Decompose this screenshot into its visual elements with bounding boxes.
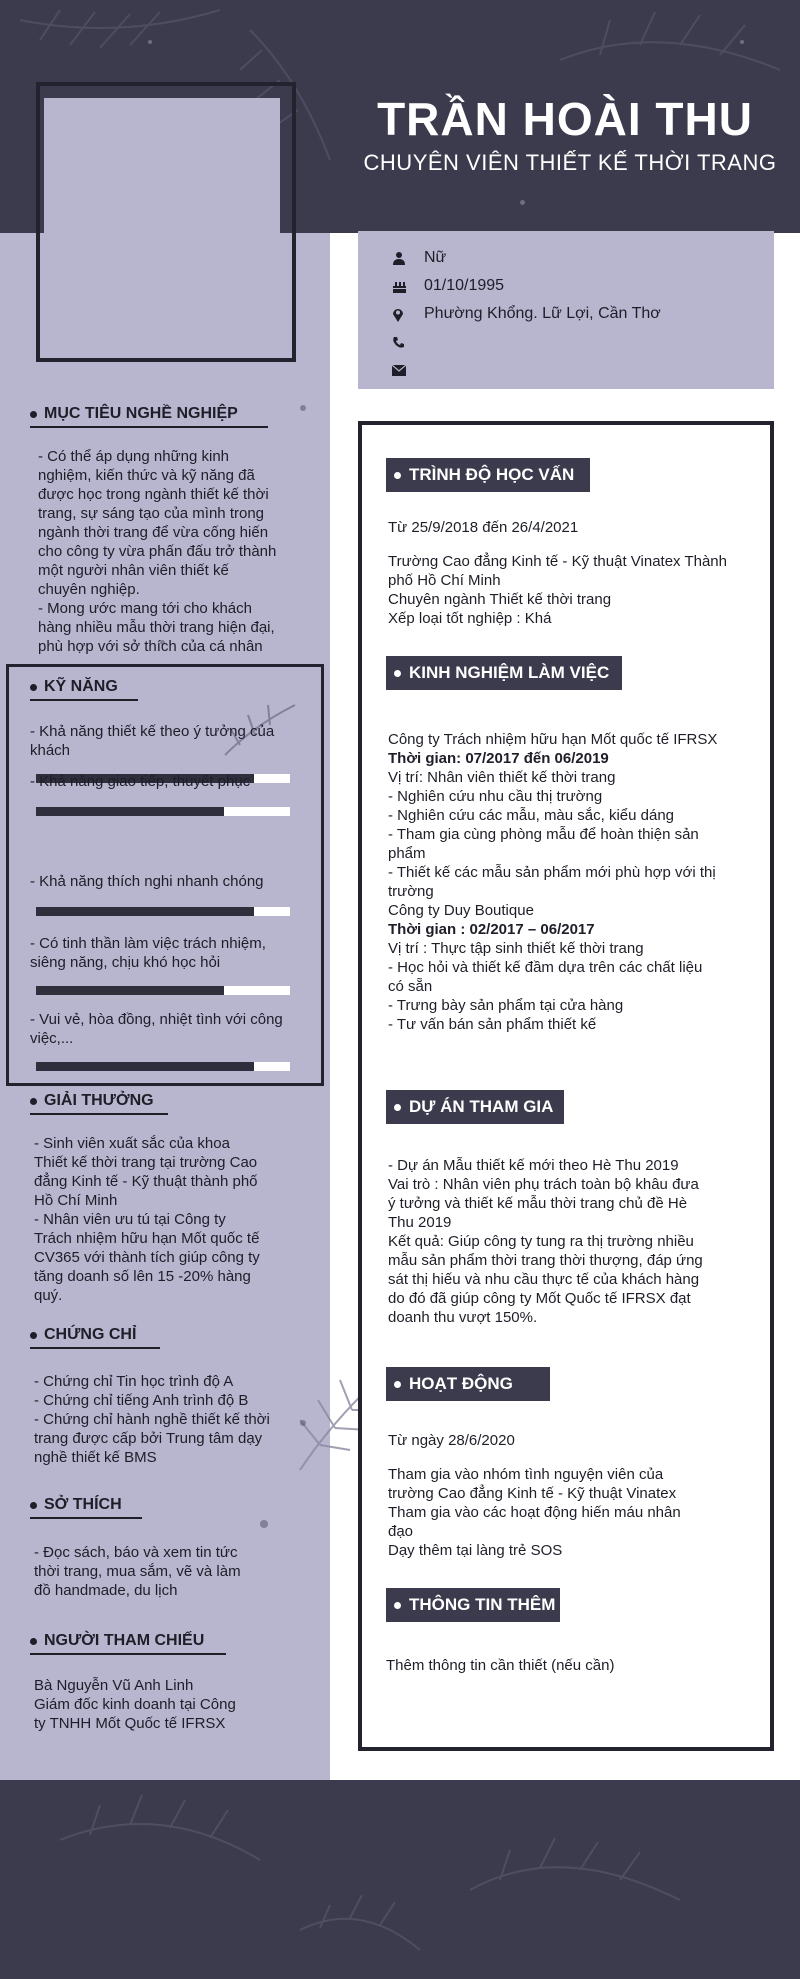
text-line: - Vui vẻ, hòa đồng, nhiệt tình với công [30, 1011, 283, 1028]
text-line: - Học hỏi và thiết kế đầm dựa trên các chất liệu [388, 959, 703, 976]
skill-level-bar [36, 986, 224, 995]
text-line: - Khả năng giao tiếp, thuyết phục [30, 773, 251, 790]
text-line: hàng nhiều mẫu thời trang hiện đại, [38, 619, 275, 636]
bullet-icon [30, 411, 37, 418]
email-icon [392, 365, 424, 376]
experience-time-1: Thời gian: 07/2017 đến 06/2019 [388, 750, 609, 767]
skill-label [30, 1010, 290, 1048]
skill-level-bar [36, 1062, 254, 1071]
text-line: trường [388, 883, 434, 900]
bullet-icon [30, 1098, 37, 1105]
skill-label [30, 772, 290, 791]
activities-text [388, 1465, 768, 1560]
contact-birthday [392, 272, 774, 300]
bullet-icon [394, 1104, 401, 1111]
heading-underline [30, 1347, 160, 1349]
text-line: Thêm thông tin cần thiết (nếu cần) [386, 1657, 615, 1674]
experience-text [388, 730, 768, 1034]
skill-item [30, 934, 290, 972]
section-skills-heading: KỸ NĂNG [30, 678, 118, 696]
experience-details-1 [388, 768, 768, 901]
text-line: - Mong ước mang tới cho khách [38, 600, 252, 617]
contact-phone [392, 328, 774, 356]
text-line: trang, sự sáng tạo của mình trong [38, 505, 265, 522]
section-extra-info-heading: THÔNG TIN THÊM [386, 1588, 560, 1622]
bullet-icon [30, 684, 37, 691]
section-hobbies-heading: SỞ THÍCH [30, 1496, 122, 1514]
text-line: Trách nhiệm hữu hạn Mốt quốc tế [34, 1230, 260, 1247]
section-career-goal-heading: MỤC TIÊU NGHỀ NGHIỆP [30, 405, 238, 423]
leaf-decoration-icon [0, 1780, 800, 1979]
references-text [34, 1676, 324, 1733]
bullet-icon [30, 1638, 37, 1645]
text-line: Hồ Chí Minh [34, 1192, 118, 1209]
text-line: - Chứng chỉ hành nghề thiết kế thời [34, 1411, 270, 1428]
text-line: - Tư vấn bán sản phẩm thiết kế [388, 1016, 597, 1033]
hobbies-text [34, 1543, 324, 1600]
heading-underline [30, 1113, 168, 1115]
location-pin-icon [392, 307, 424, 322]
section-awards-heading: GIẢI THƯỞNG [30, 1092, 154, 1110]
heading-underline [30, 1653, 226, 1655]
text-line: - Nghiên cứu các mẫu, màu sắc, kiểu dáng [388, 807, 675, 824]
gender-value[interactable]: Nữ [424, 249, 447, 266]
text-line: Xếp loại tốt nghiệp : Khá [388, 610, 552, 627]
contact-email [392, 356, 774, 384]
text-line: nghề thiết kế BMS [34, 1449, 157, 1466]
text-line: trang được cấp bởi Trung tâm dạy [34, 1430, 263, 1447]
contact-address [392, 300, 774, 328]
section-references-heading: NGƯỜI THAM CHIẾU [30, 1632, 204, 1650]
text-line: Trường Cao đẳng Kinh tế - Kỹ thuật Vinatex Thành [388, 553, 727, 570]
profile-photo-placeholder[interactable] [44, 98, 280, 344]
skill-label [30, 722, 290, 760]
section-certificates-heading: CHỨNG CHỈ [30, 1326, 136, 1344]
text-line: sát thị hiếu và nhu cầu thực tế của khách hàng [388, 1271, 700, 1288]
text-line: doanh thu vượt 150%. [388, 1309, 538, 1326]
text-line: - Trưng bày sản phẩm tại cửa hàng [388, 997, 624, 1014]
heading-underline [30, 699, 138, 701]
ink-speck [300, 405, 306, 411]
section-activities-heading: HOẠT ĐỘNG [386, 1367, 550, 1401]
text-line: chuyên nghiệp. [38, 581, 140, 598]
experience-company-2: Công ty Duy Boutique [388, 902, 534, 919]
candidate-job-title: CHUYÊN VIÊN THIẾT KẾ THỜI TRANG [363, 150, 777, 175]
text-line: - Nhân viên ưu tú tại Công ty [34, 1211, 226, 1228]
text-line: Giám đốc kinh doanh tại Công [34, 1696, 236, 1713]
skill-item [30, 772, 290, 791]
experience-company-1: Công ty Trách nhiệm hữu hạn Mốt quốc tế IFRSX [388, 731, 718, 748]
text-line: ty TNHH Mốt Quốc tế IFRSX [34, 1715, 226, 1732]
awards-text [34, 1134, 324, 1305]
text-line: - Nghiên cứu nhu cầu thị trường [388, 788, 603, 805]
section-projects-heading: DỰ ÁN THAM GIA [386, 1090, 564, 1124]
text-line: - Đọc sách, báo và xem tin tức [34, 1544, 238, 1561]
ink-speck [260, 1520, 268, 1528]
text-line: - Khả năng thích nghi nhanh chóng [30, 873, 264, 890]
text-line: - Khả năng thiết kế theo ý tưởng của [30, 723, 275, 740]
text-line: có sẵn [388, 978, 433, 995]
text-line: Thu 2019 [388, 1214, 452, 1231]
career-goal-text [38, 447, 328, 656]
activities-period: Từ ngày 28/6/2020 [388, 1432, 515, 1449]
text-line: Tham gia vào nhóm tình nguyện viên của [388, 1466, 664, 1483]
text-line: ý tưởng và thiết kế mẫu thời trang chủ đề Hè [388, 1195, 688, 1212]
bullet-icon [30, 1332, 37, 1339]
text-line: thời trang, mua sắm, vẽ và làm [34, 1563, 241, 1580]
text-line: ngành thời trang để vừa cống hiến [38, 524, 269, 541]
address-value[interactable]: Phường Khổng. Lữ Lợi, Cần Thơ [424, 305, 661, 322]
projects-text [388, 1156, 768, 1327]
text-line: Bà Nguyễn Vũ Anh Linh [34, 1677, 194, 1694]
text-line: nghiệm, kiến thức và kỹ năng đã [38, 467, 255, 484]
ink-speck [740, 40, 744, 44]
education-text [388, 552, 768, 628]
education-period: Từ 25/9/2018 đến 26/4/2021 [388, 519, 579, 536]
skill-level-bar [36, 807, 224, 816]
text-line: siêng năng, chịu khó học hỏi [30, 954, 221, 971]
text-line: mẫu sản phẩm thời trang thời thượng, đáp ứng [388, 1252, 703, 1269]
text-line: phố Hồ Chí Minh [388, 572, 501, 589]
text-line: - Thiết kế các mẫu sản phẩm mới phù hợp với thị [388, 864, 716, 881]
text-line: đạo [388, 1523, 414, 1540]
candidate-name: TRẦN HOÀI THU [377, 93, 753, 145]
skill-label [30, 872, 290, 891]
text-line: đồ handmade, du lịch [34, 1582, 178, 1599]
bullet-icon [394, 1381, 401, 1388]
phone-icon [392, 336, 424, 349]
text-line: Thiết kế thời trang tại trường Cao [34, 1154, 258, 1171]
bullet-icon [394, 472, 401, 479]
ink-speck [148, 40, 152, 44]
bullet-icon [394, 670, 401, 677]
text-line: Dạy thêm tại làng trẻ SOS [388, 1542, 563, 1559]
skill-item [30, 722, 290, 760]
skill-label [30, 934, 290, 972]
person-icon [392, 251, 424, 265]
skill-item [30, 1010, 290, 1048]
contact-info-box [358, 231, 774, 389]
section-experience-heading: KINH NGHIỆM LÀM VIỆC [386, 656, 622, 690]
heading-underline [30, 1517, 142, 1519]
text-line: cho công ty vừa phấn đấu trở thành [38, 543, 277, 560]
birthday-value[interactable]: 01/10/1995 [424, 277, 505, 294]
certificates-text [34, 1372, 324, 1467]
text-line: Kết quả: Giúp công ty tung ra thị trường nhiều [388, 1233, 694, 1250]
text-line: Vị trí : Thực tập sinh thiết kế thời trang [388, 940, 644, 957]
text-line: do đó đã giúp công ty Mốt Quốc tế IFRSX đạt [388, 1290, 691, 1307]
bullet-icon [394, 1602, 401, 1609]
text-line: Vai trò : Nhân viên phụ trách toàn bộ khâu đưa [388, 1176, 699, 1193]
birthday-cake-icon [392, 279, 424, 293]
text-line: Chuyên ngành Thiết kế thời trang [388, 591, 612, 608]
extra-info-text [386, 1656, 766, 1675]
contact-gender [392, 244, 774, 272]
text-line: việc,... [30, 1030, 74, 1047]
text-line: - Có tinh thần làm việc trách nhiệm, [30, 935, 266, 952]
text-line: đẳng Kinh tế - Kỹ thuật thành phố [34, 1173, 258, 1190]
skill-item [30, 872, 290, 891]
text-line: CV365 với thành tích giúp công ty [34, 1249, 260, 1266]
text-line: Vị trí: Nhân viên thiết kế thời trang [388, 769, 616, 786]
experience-details-2 [388, 939, 768, 1034]
text-line: phẩm [388, 845, 426, 862]
text-line: - Chứng chỉ Tin học trình độ A [34, 1373, 234, 1390]
ink-speck [520, 200, 525, 205]
experience-time-2: Thời gian : 02/2017 – 06/2017 [388, 921, 595, 938]
text-line: được học trong ngành thiết kế thời [38, 486, 269, 503]
text-line: một người nhân viên thiết kế [38, 562, 229, 579]
text-line: tăng doanh số lên 15 -20% hàng [34, 1268, 251, 1285]
section-education-heading: TRÌNH ĐỘ HỌC VẤN [386, 458, 590, 492]
text-line: - Có thể áp dụng những kinh [38, 448, 230, 465]
text-line: quý. [34, 1287, 63, 1304]
text-line: - Tham gia cùng phòng mẫu để hoàn thiện sản [388, 826, 699, 843]
bullet-icon [30, 1502, 37, 1509]
text-line: phù hợp với sở thích của cá nhân [38, 638, 263, 655]
text-line: trường Cao đẳng Kinh tế - Kỹ thuật Vinatex [388, 1485, 677, 1502]
text-line: - Sinh viên xuất sắc của khoa [34, 1135, 230, 1152]
skill-level-bar [36, 907, 254, 916]
text-line: - Chứng chỉ tiếng Anh trình độ B [34, 1392, 249, 1409]
heading-underline [30, 426, 268, 428]
text-line: khách [30, 742, 71, 759]
text-line: - Dự án Mẫu thiết kế mới theo Hè Thu 2019 [388, 1157, 679, 1174]
text-line: Tham gia vào các hoạt động hiến máu nhân [388, 1504, 681, 1521]
